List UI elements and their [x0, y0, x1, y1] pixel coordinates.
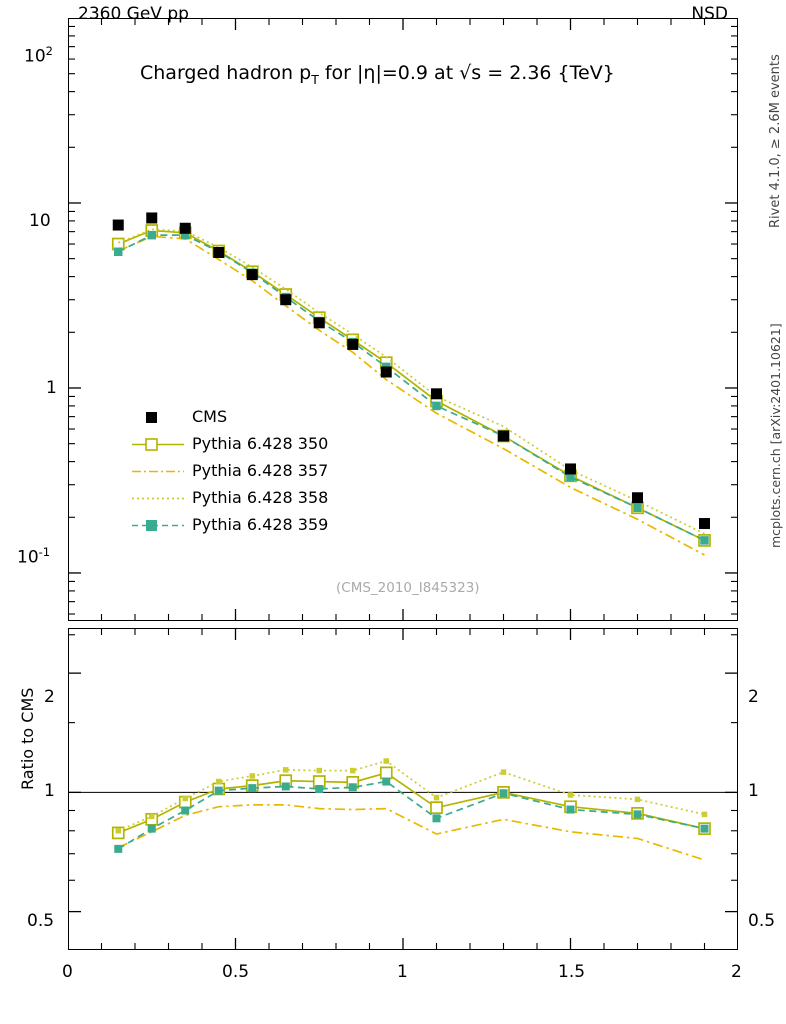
ratio-y-tick-label-0.5-right: 0.5 [748, 911, 776, 931]
x-tick-label-0: 0 [62, 962, 73, 982]
legend-symbol-pythia-350 [130, 431, 186, 458]
legend-symbol-cms [130, 404, 186, 431]
plot-title-subscript: T [311, 71, 319, 87]
x-tick-label-0.5: 0.5 [222, 962, 250, 982]
legend-symbol-pythia-359 [130, 512, 186, 539]
ratio-y-tick-label-1-left: 1 [44, 781, 55, 801]
legend-label-pythia-358: Pythia 6.428 358 [192, 488, 329, 507]
mcplots-arxiv-label: mcplots.cern.ch [arXiv:2401.10621] [768, 323, 783, 548]
legend-label-pythia-359: Pythia 6.428 359 [192, 515, 329, 534]
header-right-label: NSD [691, 4, 728, 24]
ratio-y-tick-label-0.5-left: 0.5 [27, 911, 55, 931]
rivet-version-label: Rivet 4.1.0, ≥ 2.6M events [768, 54, 783, 228]
header-left-label: 2360 GeV pp [78, 4, 189, 24]
legend-label-cms: CMS [192, 407, 228, 426]
analysis-id-watermark: (CMS_2010_I845323) [336, 580, 480, 596]
ratio-plot-canvas [68, 628, 738, 950]
legend-symbol-pythia-357 [130, 458, 186, 485]
plot-title-pre: Charged hadron p [140, 62, 312, 84]
ratio-y-tick-label-2-left: 2 [44, 687, 55, 707]
plot-title-post: for |η|=0.9 at √s = 2.36 {TeV} [318, 62, 615, 84]
ratio-y-tick-label-1-right: 1 [748, 781, 759, 801]
ratio-y-axis-label: Ratio to CMS [18, 687, 37, 790]
plot-title [140, 62, 615, 87]
legend-label-pythia-357: Pythia 6.428 357 [192, 461, 329, 480]
legend-symbol-pythia-358 [130, 485, 186, 512]
ratio-y-tick-label-2-right: 2 [748, 687, 759, 707]
legend-label-pythia-350: Pythia 6.428 350 [192, 434, 329, 453]
x-tick-label-2: 2 [731, 962, 742, 982]
y-tick-label-0.1: $10^{-1}$ [17, 545, 51, 568]
x-tick-label-1.5: 1.5 [558, 962, 586, 982]
y-tick-label-10: 10 [29, 211, 51, 231]
x-tick-label-1: 1 [397, 962, 408, 982]
y-tick-label-100: $10^2$ [24, 44, 53, 67]
y-tick-label-1: 1 [46, 378, 57, 398]
